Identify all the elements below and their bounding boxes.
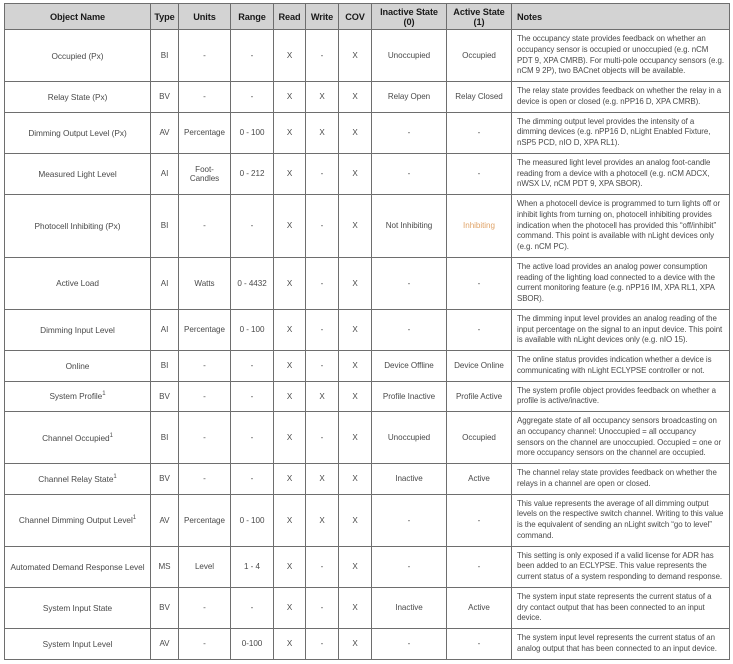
cell-write: X	[306, 464, 339, 495]
cell-cov: X	[339, 464, 372, 495]
cell-cov: X	[339, 30, 372, 82]
column-header-write: Write	[306, 4, 339, 30]
table-row	[5, 412, 730, 464]
cell-active-state: Device Online	[447, 351, 512, 382]
cell-notes: The online status provides indication whether a device is communicating with nLight ECLYPSE controller or not.	[512, 351, 730, 382]
table-row	[5, 629, 730, 660]
cell-cov: X	[339, 112, 372, 153]
cell-inactive-state: -	[372, 546, 447, 587]
cell-type: AV	[151, 629, 179, 660]
cell-write: -	[306, 195, 339, 258]
cell-cov: X	[339, 309, 372, 350]
cell-read: X	[274, 82, 306, 113]
cell-type: BI	[151, 195, 179, 258]
cell-read: X	[274, 30, 306, 82]
column-header-active-state: Active State (1)	[447, 4, 512, 30]
cell-inactive-state: -	[372, 112, 447, 153]
cell-inactive-state: Not Inhibiting	[372, 195, 447, 258]
cell-range: 1 - 4	[231, 546, 274, 587]
cell-units: -	[179, 587, 231, 628]
cell-units: Percentage	[179, 494, 231, 546]
cell-active-state: Occupied	[447, 30, 512, 82]
cell-range: -	[231, 381, 274, 412]
cell-inactive-state: Profile Inactive	[372, 381, 447, 412]
cell-read: X	[274, 153, 306, 194]
cell-type: BV	[151, 464, 179, 495]
cell-type: BV	[151, 381, 179, 412]
cell-active-state: Active	[447, 587, 512, 628]
column-header-read: Read	[274, 4, 306, 30]
cell-type: BI	[151, 30, 179, 82]
column-header-notes: Notes	[512, 4, 730, 30]
cell-notes: The channel relay state provides feedback on whether the relays in a channel are open or closed.	[512, 464, 730, 495]
cell-object-name: Channel Dimming Output Level$^1$	[5, 494, 151, 546]
cell-type: MS	[151, 546, 179, 587]
bacnet-object-table	[4, 3, 730, 660]
cell-cov: X	[339, 351, 372, 382]
cell-cov: X	[339, 82, 372, 113]
cell-notes: The occupancy state provides feedback on whether an occupancy sensor is occupied or unoccupied (e.g. nCM PDT 9, XPA CMRB). For multi-pole occupancy sensors (e.g. nCM 9 2P), two BACnet objects will be available.	[512, 30, 730, 82]
cell-cov: X	[339, 587, 372, 628]
cell-object-name: Active Load	[5, 257, 151, 309]
cell-read: X	[274, 587, 306, 628]
table-body	[5, 30, 730, 660]
cell-write: -	[306, 309, 339, 350]
cell-write: -	[306, 153, 339, 194]
cell-active-state: -	[447, 112, 512, 153]
cell-type: AI	[151, 309, 179, 350]
cell-range: -	[231, 195, 274, 258]
cell-units: -	[179, 82, 231, 113]
cell-cov: X	[339, 257, 372, 309]
cell-notes: The system profile object provides feedback on whether a profile is active/inactive.	[512, 381, 730, 412]
cell-inactive-state: -	[372, 257, 447, 309]
cell-object-name: Photocell Inhibiting (Px)	[5, 195, 151, 258]
cell-units: -	[179, 195, 231, 258]
cell-range: -	[231, 587, 274, 628]
cell-range: 0-100	[231, 629, 274, 660]
cell-inactive-state: Relay Open	[372, 82, 447, 113]
cell-type: AI	[151, 257, 179, 309]
cell-cov: X	[339, 381, 372, 412]
cell-read: X	[274, 309, 306, 350]
cell-units: -	[179, 412, 231, 464]
table-row	[5, 309, 730, 350]
cell-range: 0 - 212	[231, 153, 274, 194]
table-row	[5, 464, 730, 495]
cell-inactive-state: -	[372, 309, 447, 350]
cell-active-state: -	[447, 309, 512, 350]
cell-range: -	[231, 351, 274, 382]
cell-units: -	[179, 629, 231, 660]
cell-cov: X	[339, 546, 372, 587]
cell-read: X	[274, 112, 306, 153]
cell-read: X	[274, 257, 306, 309]
cell-inactive-state: -	[372, 629, 447, 660]
cell-active-state: Active	[447, 464, 512, 495]
table-row	[5, 546, 730, 587]
table-row	[5, 351, 730, 382]
cell-notes: The measured light level provides an analog foot-candle reading from a device with a photocell (e.g. nCM ADCX, nWSX LV, nCM PDT 9, XPA SBOR).	[512, 153, 730, 194]
table-row	[5, 494, 730, 546]
column-header-cov: COV	[339, 4, 372, 30]
cell-object-name: Channel Occupied$^1$	[5, 412, 151, 464]
cell-object-name: Dimming Output Level (Px)	[5, 112, 151, 153]
table-row	[5, 257, 730, 309]
column-header-object-name: Object Name	[5, 4, 151, 30]
cell-inactive-state: -	[372, 494, 447, 546]
cell-object-name: Channel Relay State$^1$	[5, 464, 151, 495]
cell-inactive-state: Unoccupied	[372, 412, 447, 464]
cell-range: -	[231, 412, 274, 464]
cell-type: BI	[151, 412, 179, 464]
footnote-marker: 1	[109, 432, 113, 439]
column-header-range: Range	[231, 4, 274, 30]
cell-write: X	[306, 82, 339, 113]
cell-read: X	[274, 351, 306, 382]
cell-write: -	[306, 257, 339, 309]
cell-notes: This value represents the average of all dimming output levels on the respective switch channel. Writing to this value is the equivalent of sending an nLight switch “go to level” command.	[512, 494, 730, 546]
cell-read: X	[274, 195, 306, 258]
cell-units: -	[179, 464, 231, 495]
cell-object-name: Occupied (Px)	[5, 30, 151, 82]
cell-object-name: System Input State	[5, 587, 151, 628]
cell-units: Watts	[179, 257, 231, 309]
cell-read: X	[274, 629, 306, 660]
cell-cov: X	[339, 195, 372, 258]
cell-range: 0 - 100	[231, 494, 274, 546]
cell-read: X	[274, 546, 306, 587]
cell-units: -	[179, 351, 231, 382]
cell-notes: The relay state provides feedback on whether the relay in a device is open or closed (e.g. nPP16 D, XPA CMRB).	[512, 82, 730, 113]
table-row	[5, 195, 730, 258]
footnote-marker: 1	[132, 515, 137, 522]
column-header-type: Type	[151, 4, 179, 30]
cell-range: 0 - 100	[231, 112, 274, 153]
cell-cov: X	[339, 412, 372, 464]
cell-notes: When a photocell device is programmed to turn lights off or inhibit lights from turning on, photocell inhibiting provides indication when the photocell has provided this “off/inhibit” command. This point is available with nLight devices only (e.g. nCM PC).	[512, 195, 730, 258]
cell-object-name: Relay State (Px)	[5, 82, 151, 113]
table-header-row	[5, 4, 730, 30]
cell-write: X	[306, 494, 339, 546]
cell-write: -	[306, 587, 339, 628]
cell-active-state: -	[447, 494, 512, 546]
cell-type: AV	[151, 112, 179, 153]
cell-active-state: -	[447, 257, 512, 309]
cell-cov: X	[339, 153, 372, 194]
cell-object-name: Measured Light Level	[5, 153, 151, 194]
cell-object-name: System Profile$^1$	[5, 381, 151, 412]
cell-units: -	[179, 381, 231, 412]
cell-notes: The dimming output level provides the intensity of a dimming devices (e.g. nPP16 D, nLight Enabled Fixture, nSP5 PCD, nIO D, XPA RL1).	[512, 112, 730, 153]
cell-notes: The dimming input level provides an analog reading of the input percentage on the signal to an input device. This point is available with nLight devices only (e.g. nIO 15).	[512, 309, 730, 350]
cell-notes: The active load provides an analog power consumption reading of the lighting load connected to a device with the current monitoring feature (e.g. nPP16 IM, XPA RL1, XPA SBOR).	[512, 257, 730, 309]
cell-active-state: -	[447, 546, 512, 587]
footnote-marker: 1	[102, 391, 106, 398]
cell-notes: The system input level represents the current status of an analog output that has been connected to an input device.	[512, 629, 730, 660]
cell-write: X	[306, 112, 339, 153]
cell-inactive-state: -	[372, 153, 447, 194]
cell-units: Foot-Candles	[179, 153, 231, 194]
cell-notes: Aggregate state of all occupancy sensors broadcasting on an occupancy channel: Unoccupied = all occupancy sensors on the channel are unoccupied. Occupied = one or more occupancy sensors on the channel are occupied.	[512, 412, 730, 464]
cell-read: X	[274, 494, 306, 546]
cell-type: BV	[151, 82, 179, 113]
cell-write: -	[306, 546, 339, 587]
cell-active-state: Occupied	[447, 412, 512, 464]
cell-notes: The system input state represents the current status of a dry contact output that has been connected to an input device.	[512, 587, 730, 628]
cell-notes: This setting is only exposed if a valid license for ADR has been added to an ECLYPSE. This value represents the current status of a system responding to demand response.	[512, 546, 730, 587]
cell-read: X	[274, 464, 306, 495]
cell-read: X	[274, 412, 306, 464]
cell-range: -	[231, 82, 274, 113]
cell-object-name: System Input Level	[5, 629, 151, 660]
footnote-marker: 1	[113, 473, 117, 480]
column-header-inactive-state: Inactive State (0)	[372, 4, 447, 30]
table-row	[5, 153, 730, 194]
table-row	[5, 82, 730, 113]
cell-inactive-state: Inactive	[372, 464, 447, 495]
cell-inactive-state: Unoccupied	[372, 30, 447, 82]
cell-write: -	[306, 629, 339, 660]
cell-active-state: -	[447, 629, 512, 660]
cell-type: AI	[151, 153, 179, 194]
cell-active-state: Profile Active	[447, 381, 512, 412]
cell-write: -	[306, 351, 339, 382]
cell-units: Percentage	[179, 309, 231, 350]
cell-write: -	[306, 412, 339, 464]
table-header	[5, 4, 730, 30]
cell-range: 0 - 100	[231, 309, 274, 350]
cell-write: -	[306, 30, 339, 82]
cell-inactive-state: Device Offline	[372, 351, 447, 382]
table-row	[5, 381, 730, 412]
cell-type: BV	[151, 587, 179, 628]
cell-object-name: Online	[5, 351, 151, 382]
cell-units: -	[179, 30, 231, 82]
cell-object-name: Dimming Input Level	[5, 309, 151, 350]
cell-range: 0 - 4432	[231, 257, 274, 309]
cell-active-state: Inhibiting	[447, 195, 512, 258]
cell-units: Level	[179, 546, 231, 587]
cell-cov: X	[339, 629, 372, 660]
cell-cov: X	[339, 494, 372, 546]
column-header-units: Units	[179, 4, 231, 30]
cell-units: Percentage	[179, 112, 231, 153]
table-row	[5, 112, 730, 153]
cell-active-state: -	[447, 153, 512, 194]
cell-type: BI	[151, 351, 179, 382]
cell-range: -	[231, 464, 274, 495]
cell-inactive-state: Inactive	[372, 587, 447, 628]
cell-object-name: Automated Demand Response Level	[5, 546, 151, 587]
cell-active-state: Relay Closed	[447, 82, 512, 113]
table-row	[5, 587, 730, 628]
cell-read: X	[274, 381, 306, 412]
cell-write: X	[306, 381, 339, 412]
cell-range: -	[231, 30, 274, 82]
table-row	[5, 30, 730, 82]
cell-type: AV	[151, 494, 179, 546]
